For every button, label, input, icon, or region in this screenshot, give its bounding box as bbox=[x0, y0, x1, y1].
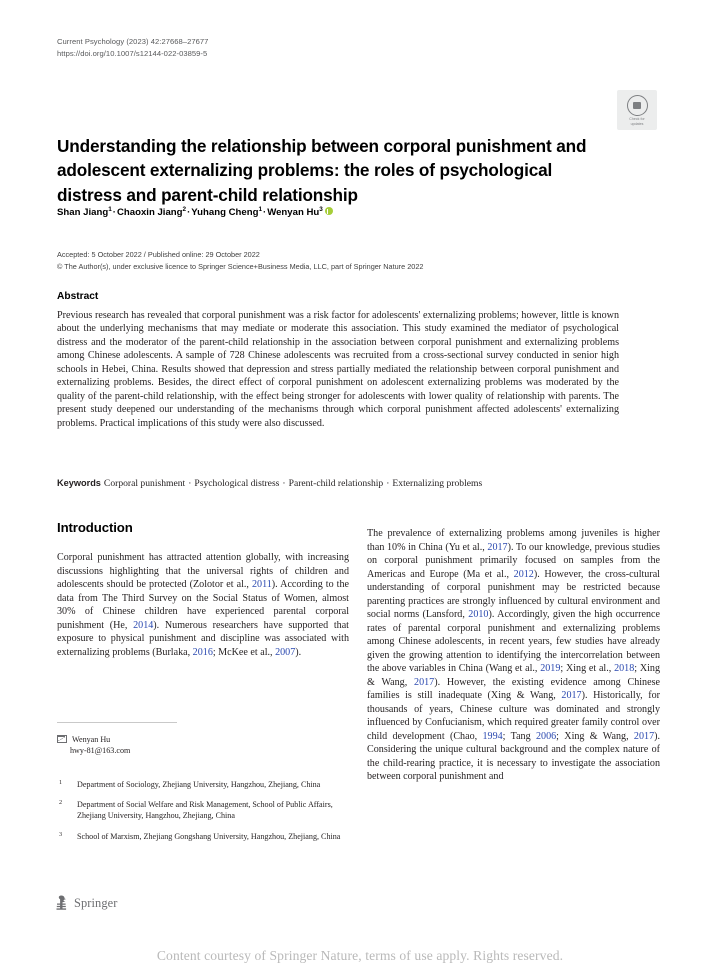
footnote-divider bbox=[57, 722, 177, 723]
corresponding-author-line bbox=[57, 734, 349, 745]
keywords-label: Keywords bbox=[57, 478, 101, 488]
keyword-item[interactable]: Parent-child relationship bbox=[288, 478, 384, 489]
orcid-icon[interactable] bbox=[325, 207, 333, 215]
journal-doi-line[interactable]: https://doi.org/10.1007/s12144-022-03859-5 bbox=[57, 48, 208, 58]
publication-info bbox=[57, 249, 627, 272]
author-separator: · bbox=[112, 207, 116, 218]
affiliation-number: 3 bbox=[59, 830, 63, 838]
corresponding-author-block bbox=[57, 734, 349, 757]
author-name: Chaoxin Jiang bbox=[116, 207, 183, 218]
corresponding-author-name: Wenyan Hu bbox=[72, 735, 111, 744]
introduction-paragraph-right: The prevalence of externalizing problems among juveniles is higher than 10% in China (Yu et al., 2017). To our knowledge, previous studies on corporal punishment primarily focused on samples from the Americas and Europe (Ma et al., 2012). However, the cross-cultural understanding of corporal punishment may be restricted because parenting practices are strongly influenced by cultural environment and social norms (Lansford, 2010). Accordingly, given the high occurrence rates of parental corporal punishment and externalizing problems among Chinese adolescents, in recent years, few studies have already given the growing attention to identifying the intercorrelation between the above variables in China (Wang et al., 2019; Xing et al., 2018; Xing & Wang, 2017). However, the existing evidence among Chinese families is still inadequate (Xing & Wang, 2017). Historically, for thousands of years, Chinese culture was dominated and strongly influenced by Confucianism, which required greater family control over child development (Chao, 1994; Tang 2006; Xing & Wang, 2017). Considering the unique cultural background and the complex nature of the child-rearing practice, it is necessary to investigate the association between corporal punishment and bbox=[367, 528, 661, 782]
keyword-item[interactable]: Psychological distress bbox=[194, 478, 280, 489]
keyword-item[interactable]: Corporal punishment bbox=[103, 478, 186, 489]
author-item[interactable] bbox=[191, 207, 262, 218]
affiliation-text: School of Marxism, Zhejiang Gongshang University, Hangzhou, Zhejiang, China bbox=[77, 831, 341, 841]
section-heading-introduction: Introduction bbox=[57, 520, 133, 535]
affiliation-item bbox=[57, 831, 352, 842]
keyword-separator: · bbox=[386, 478, 390, 489]
keyword-separator: · bbox=[188, 478, 192, 489]
keyword-separator: · bbox=[282, 478, 286, 489]
affiliation-list bbox=[57, 779, 352, 851]
abstract-text: Previous research has revealed that corporal punishment was a risk factor for adolescents' externalizing problems; however, little is known about the underlying mechanisms that may mediate or moderate this association. This study examined the mediator of psychological distress and the moderator of the parent-child relationship in the association between corporal punishment and externalizing problems among Chinese adolescents. A sample of 728 Chinese adolescents was recruited from a cross-sectional survey conducted in senior high schools in Hebei, China. Results showed that depression and stress partially mediated the relationship between corporal punishment and externalizing problems. Besides, the direct effect of corporal punishment on adolescent externalizing problems was moderated by the quality of the parent-child relationship, with the effect being stronger for adolescents with lower quality of relationship with parents. The present study deepened our understanding of the mechanisms through which corporal punishment affected adolescents' externalizing problems. Practical implications of this study were also discussed. bbox=[57, 310, 619, 429]
author-affiliation-marker: 2 bbox=[182, 205, 187, 213]
affiliation-item bbox=[57, 799, 352, 821]
journal-citation-line: Current Psychology (2023) 42:27668–27677 bbox=[57, 37, 209, 46]
check-for-updates-badge[interactable] bbox=[617, 90, 657, 130]
journal-header bbox=[57, 36, 208, 59]
affiliation-item bbox=[57, 779, 352, 790]
introduction-paragraph-left: Corporal punishment has attracted attention globally, with increasing discussions highlighting that the universal rights of children and adolescents should be protected (Zolotor et al., 2011). According to the data from The Third Survey on the Social Status of Women, almost 30% of Chinese children have experienced parental corporal punishment (He, 2014). Numerous researchers have supported that exposure to physical punishment and discipline was associated with externalizing problems (Burlaka, 2016; McKee et al., 2007). bbox=[57, 552, 349, 658]
check-for-updates-label bbox=[619, 117, 655, 126]
author-list bbox=[57, 206, 617, 220]
publication-dates: Accepted: 5 October 2022 / Published online: 29 October 2022 bbox=[57, 250, 260, 259]
column-left bbox=[57, 520, 349, 659]
affiliation-text: Department of Sociology, Zhejiang University, Hangzhou, Zhejiang, China bbox=[77, 780, 321, 789]
publisher-logo bbox=[55, 895, 117, 912]
column-right bbox=[367, 527, 660, 784]
keyword-item[interactable]: Externalizing problems bbox=[392, 478, 483, 489]
copyright-line: © The Author(s), under exclusive licence to Springer Science+Business Media, LLC, part of Springer Nature 2022 bbox=[57, 261, 424, 271]
affiliation-text: Department of Social Welfare and Risk Management, School of Public Affairs, Zhejiang University, Hangzhou, Zhejiang, China bbox=[77, 800, 333, 821]
courtesy-footer: Content courtesy of Springer Nature, terms of use apply. Rights reserved. bbox=[156, 948, 564, 963]
author-item[interactable] bbox=[267, 207, 323, 218]
author-name: Yuhang Cheng bbox=[191, 207, 259, 218]
affiliation-number: 2 bbox=[59, 799, 63, 807]
author-item[interactable] bbox=[57, 207, 112, 218]
author-name: Wenyan Hu bbox=[267, 207, 320, 218]
envelope-icon bbox=[57, 735, 67, 743]
check-for-updates-icon bbox=[627, 95, 648, 116]
author-name: Shan Jiang bbox=[57, 207, 109, 218]
page-title: Understanding the relationship between corporal punishment and adolescent externalizing problems: the roles of psychological distress and parent-child relationship bbox=[57, 135, 587, 205]
author-separator: · bbox=[263, 207, 267, 218]
author-affiliation-marker: 3 bbox=[319, 205, 323, 213]
author-affiliation-marker: 1 bbox=[108, 205, 112, 213]
affiliation-number: 1 bbox=[59, 779, 63, 786]
author-item[interactable] bbox=[117, 207, 186, 218]
crossmark-label-line1: Check for bbox=[629, 117, 645, 122]
springer-knight-icon bbox=[55, 895, 69, 912]
crossmark-label-line2: updates bbox=[630, 121, 644, 126]
keywords-row bbox=[57, 477, 619, 490]
corresponding-author-email[interactable]: hwy-81@163.com bbox=[70, 746, 131, 756]
publisher-name: Springer bbox=[74, 896, 118, 910]
author-affiliation-marker: 1 bbox=[258, 205, 263, 213]
author-separator: · bbox=[187, 207, 191, 218]
abstract-heading: Abstract bbox=[57, 291, 99, 302]
